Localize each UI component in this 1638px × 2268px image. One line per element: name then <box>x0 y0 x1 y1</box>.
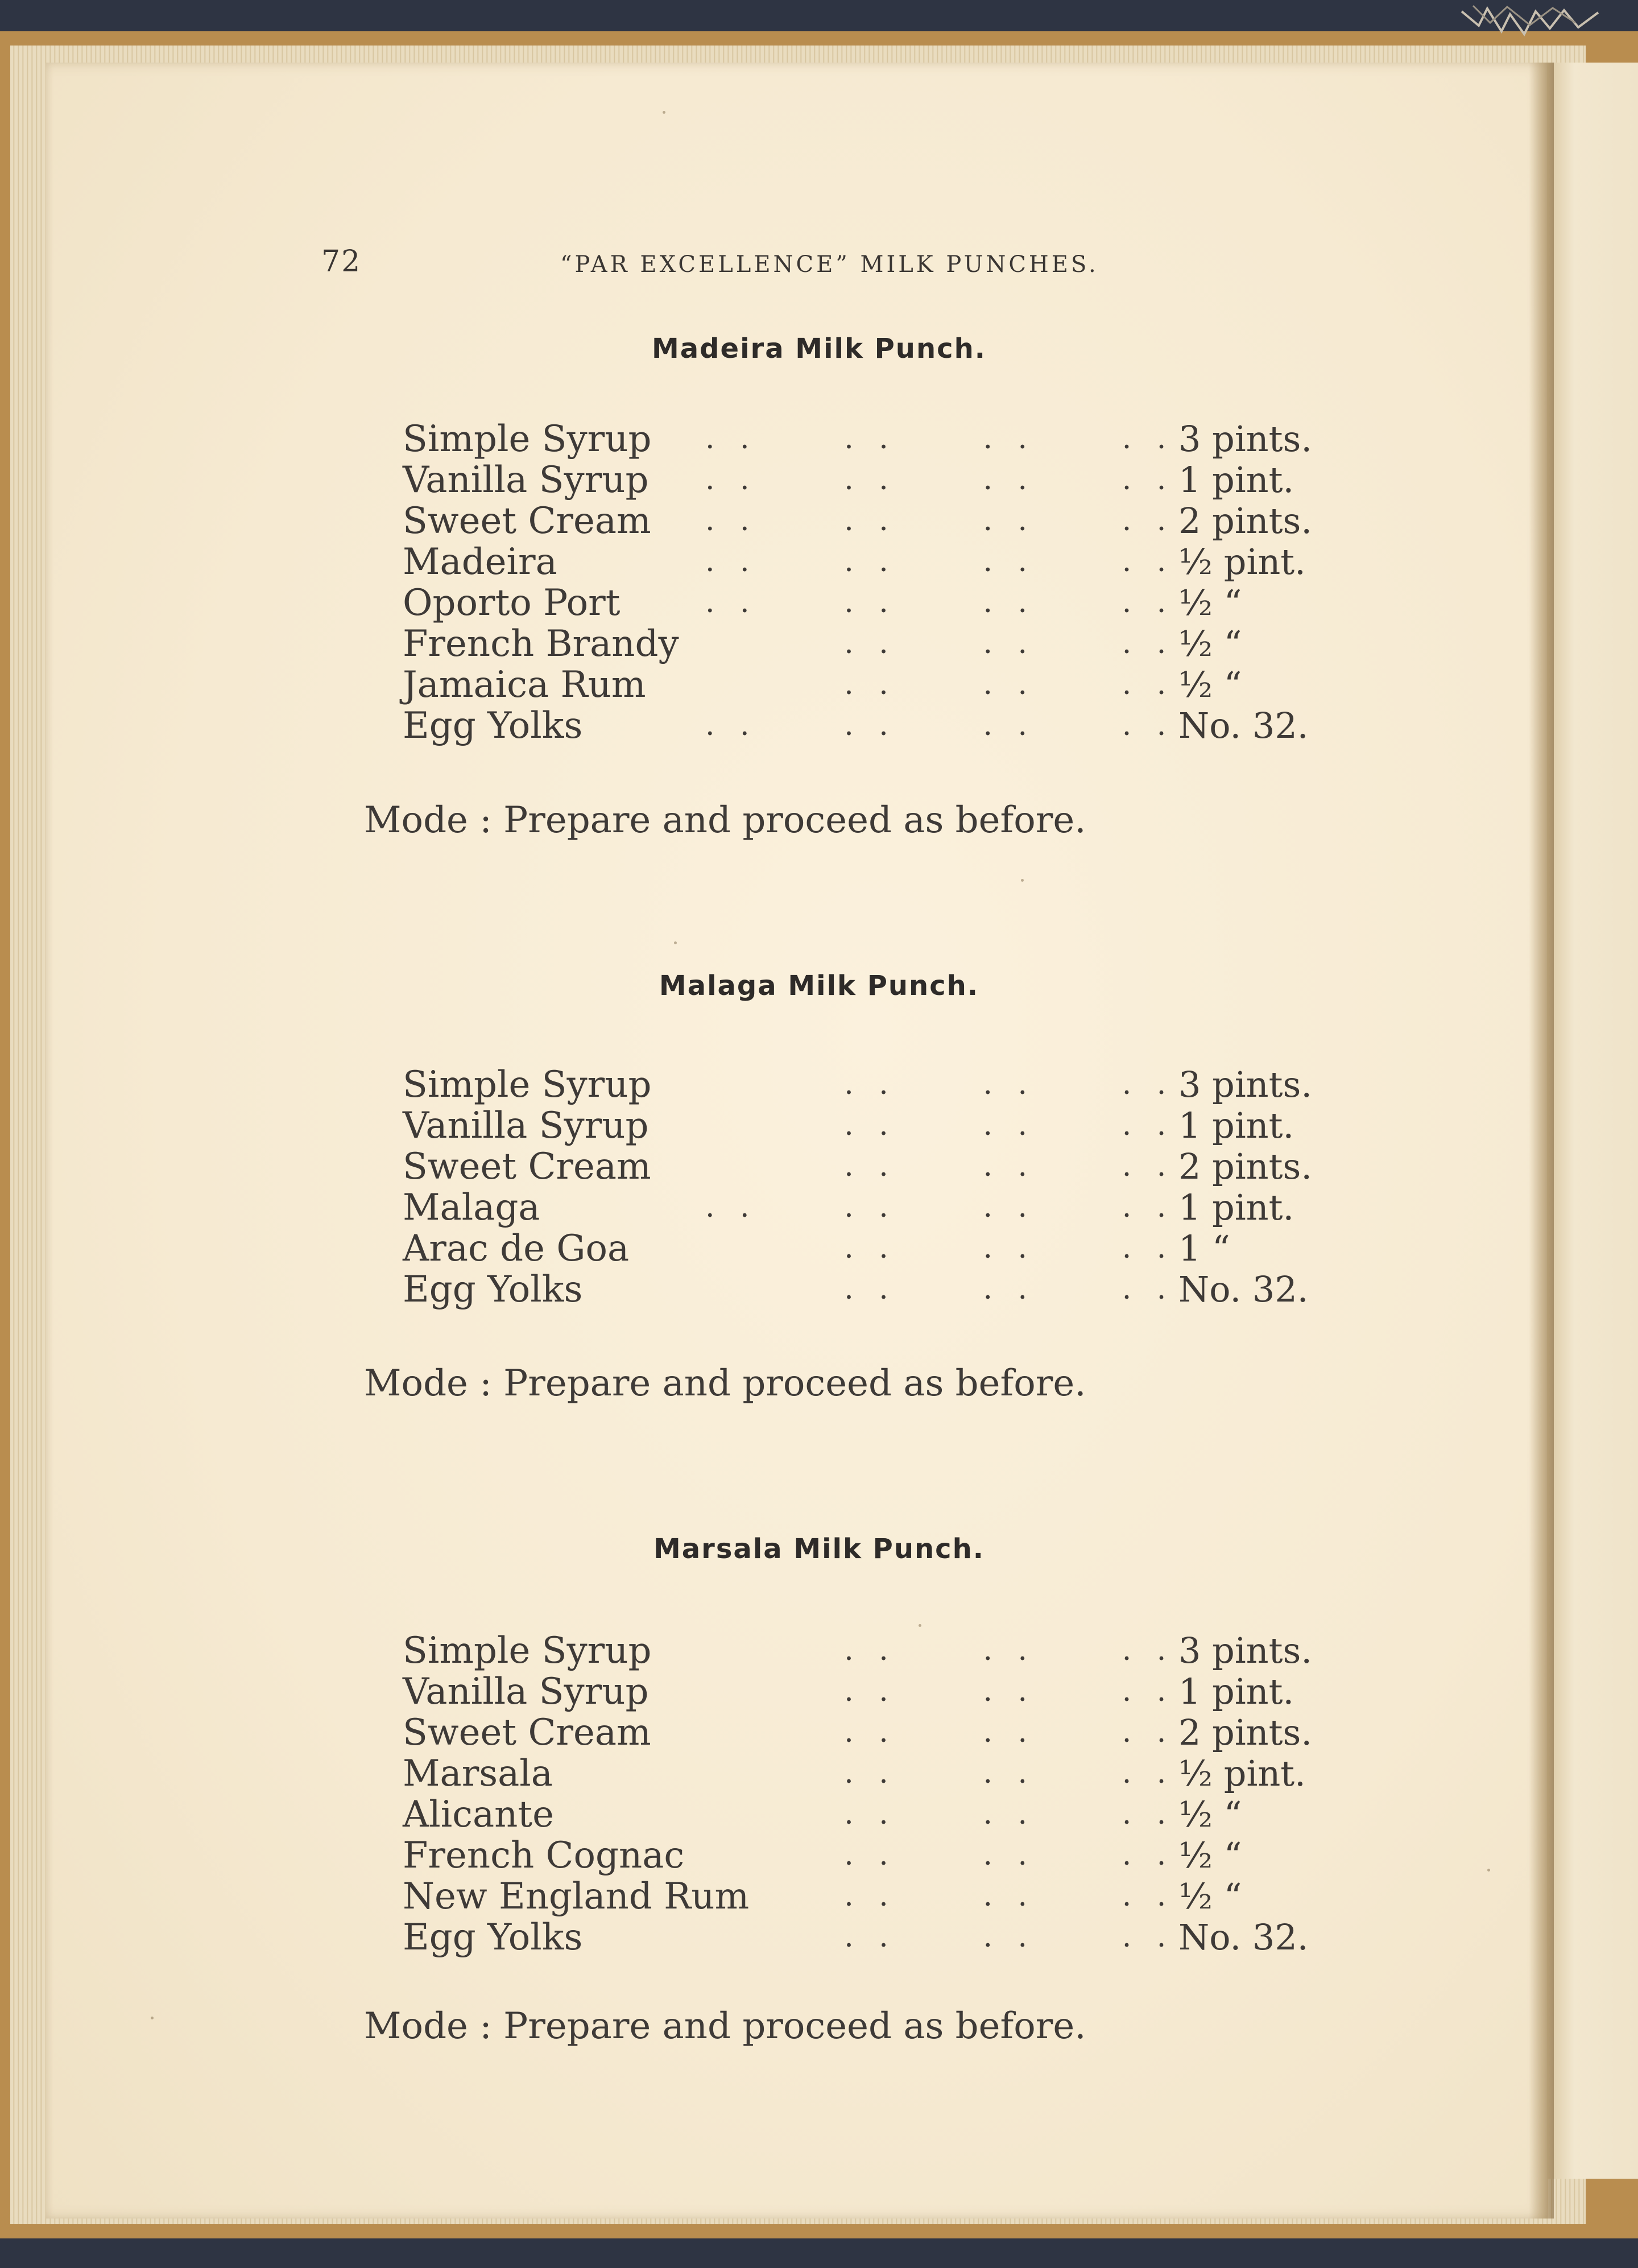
dot-leader: . . . . . . <box>705 1797 1174 1831</box>
dot-leader: . . . . . . <box>705 1108 1174 1142</box>
dot-leader: . . . . . . <box>705 1674 1174 1708</box>
ingredient-row <box>0 459 1638 500</box>
ingredient-row <box>0 1712 1638 1753</box>
ingredient-row <box>0 705 1638 746</box>
ingredient-row <box>0 664 1638 705</box>
paper-speck <box>1021 879 1024 882</box>
ingredient-quantity: 2 pints. <box>1178 1146 1313 1187</box>
running-title: “PAR EXCELLENCE” MILK PUNCHES. <box>560 251 1099 278</box>
ingredient-quantity: 1 “ <box>1178 1228 1230 1269</box>
ingredient-quantity: ½ “ <box>1178 1794 1242 1835</box>
ingredient-name: Simple Syrup <box>403 1630 652 1672</box>
ingredient-name: Vanilla Syrup <box>403 1105 649 1147</box>
ingredient-row <box>0 1630 1638 1671</box>
ingredient-quantity: 3 pints. <box>1178 1630 1313 1671</box>
ingredient-quantity: ½ “ <box>1178 623 1242 664</box>
paper-speck <box>674 941 677 944</box>
ingredient-name: Marsala <box>403 1753 553 1795</box>
paper-speck <box>919 1624 921 1627</box>
ingredient-name: New England Rum <box>403 1875 750 1918</box>
paper-speck <box>663 111 665 114</box>
ingredient-row <box>0 1753 1638 1794</box>
ingredient-name: Jamaica Rum <box>403 664 646 706</box>
ingredient-quantity: 1 pint. <box>1178 1671 1294 1712</box>
ingredient-row <box>0 418 1638 459</box>
ingredient-name: Vanilla Syrup <box>403 459 649 501</box>
dot-leader: . . . . . . . . <box>705 1190 1174 1224</box>
dot-leader: . . . . . . <box>705 1272 1174 1306</box>
ingredient-row <box>0 1269 1638 1309</box>
ingredient-name: Egg Yolks <box>403 1269 583 1311</box>
dot-leader: . . . . . . . . <box>705 708 1174 742</box>
ingredient-name: Arac de Goa <box>403 1228 630 1270</box>
dot-leader: . . . . . . <box>705 1633 1174 1667</box>
ingredient-quantity: ½ “ <box>1178 582 1242 623</box>
ingredient-name: Malaga <box>403 1187 540 1229</box>
mode-instruction: Mode : Prepare and proceed as before. <box>364 2005 1086 2047</box>
recipe-title: Madeira Milk Punch. <box>652 333 986 365</box>
ingredient-name: Egg Yolks <box>403 1916 583 1959</box>
ingredient-row <box>0 1064 1638 1105</box>
ingredient-quantity: No. 32. <box>1178 1916 1309 1958</box>
dot-leader: . . . . . . <box>705 1920 1174 1954</box>
ingredient-row <box>0 541 1638 582</box>
ingredient-row <box>0 582 1638 623</box>
ingredient-name: Sweet Cream <box>403 1146 651 1188</box>
ingredient-quantity: No. 32. <box>1178 1269 1309 1310</box>
ingredient-quantity: No. 32. <box>1178 705 1309 746</box>
ingredient-name: Sweet Cream <box>403 1712 651 1754</box>
dot-leader: . . . . . . <box>705 1231 1174 1265</box>
ingredient-name: Vanilla Syrup <box>403 1671 649 1713</box>
ingredient-quantity: ½ “ <box>1178 1835 1242 1876</box>
dot-leader: . . . . . . <box>705 626 1174 660</box>
ingredient-quantity: 2 pints. <box>1178 500 1313 542</box>
ingredient-row <box>0 500 1638 541</box>
ingredient-quantity: ½ pint. <box>1178 1753 1306 1794</box>
ingredient-row <box>0 1228 1638 1269</box>
dot-leader: . . . . . . <box>705 1067 1174 1101</box>
ingredient-row <box>0 1187 1638 1228</box>
ingredient-name: Oporto Port <box>403 582 621 624</box>
ingredient-row <box>0 1146 1638 1187</box>
ingredient-row <box>0 623 1638 664</box>
ingredient-name: French Cognac <box>403 1835 685 1877</box>
ingredient-quantity: 3 pints. <box>1178 418 1313 460</box>
dot-leader: . . . . . . . . <box>705 503 1174 538</box>
dot-leader: . . . . . . . . <box>705 422 1174 456</box>
dot-leader: . . . . . . <box>705 1879 1174 1913</box>
ingredient-quantity: 1 pint. <box>1178 1187 1294 1228</box>
dot-leader: . . . . . . <box>705 667 1174 701</box>
ingredient-name: Madeira <box>403 541 557 583</box>
ingredient-name: Sweet Cream <box>403 500 651 542</box>
recipe-title: Malaga Milk Punch. <box>659 970 979 1002</box>
dot-leader: . . . . . . <box>705 1715 1174 1749</box>
ingredient-row <box>0 1835 1638 1875</box>
ingredient-name: French Brandy <box>403 623 679 665</box>
dot-leader: . . . . . . <box>705 1838 1174 1872</box>
dot-leader: . . . . . . . . <box>705 585 1174 619</box>
ingredient-name: Simple Syrup <box>403 1064 652 1106</box>
running-head <box>321 245 1174 284</box>
page-number: 72 <box>321 245 362 279</box>
dot-leader: . . . . . . . . <box>705 462 1174 497</box>
recipe-title: Marsala Milk Punch. <box>653 1533 985 1565</box>
ingredient-name: Alicante <box>403 1794 554 1836</box>
ingredient-quantity: ½ pint. <box>1178 541 1306 583</box>
ingredient-quantity: ½ “ <box>1178 664 1242 705</box>
ingredient-row <box>0 1916 1638 1957</box>
ingredient-quantity: 3 pints. <box>1178 1064 1313 1105</box>
paper-speck <box>1487 1869 1490 1872</box>
ingredient-row <box>0 1671 1638 1712</box>
mode-instruction: Mode : Prepare and proceed as before. <box>364 799 1086 841</box>
ingredient-quantity: ½ “ <box>1178 1875 1242 1917</box>
ingredient-quantity: 1 pint. <box>1178 1105 1294 1146</box>
dot-leader: . . . . . . <box>705 1149 1174 1183</box>
ingredient-row <box>0 1794 1638 1835</box>
ingredient-name: Egg Yolks <box>403 705 583 747</box>
ingredient-name: Simple Syrup <box>403 418 652 460</box>
ingredient-row <box>0 1105 1638 1146</box>
mode-instruction: Mode : Prepare and proceed as before. <box>364 1362 1086 1404</box>
dot-leader: . . . . . . . . <box>705 544 1174 579</box>
frayed-cloth-edge <box>1456 0 1604 57</box>
ingredient-quantity: 2 pints. <box>1178 1712 1313 1753</box>
paper-speck <box>151 2017 154 2019</box>
ingredient-row <box>0 1875 1638 1916</box>
ingredient-quantity: 1 pint. <box>1178 459 1294 501</box>
dot-leader: . . . . . . <box>705 1756 1174 1790</box>
